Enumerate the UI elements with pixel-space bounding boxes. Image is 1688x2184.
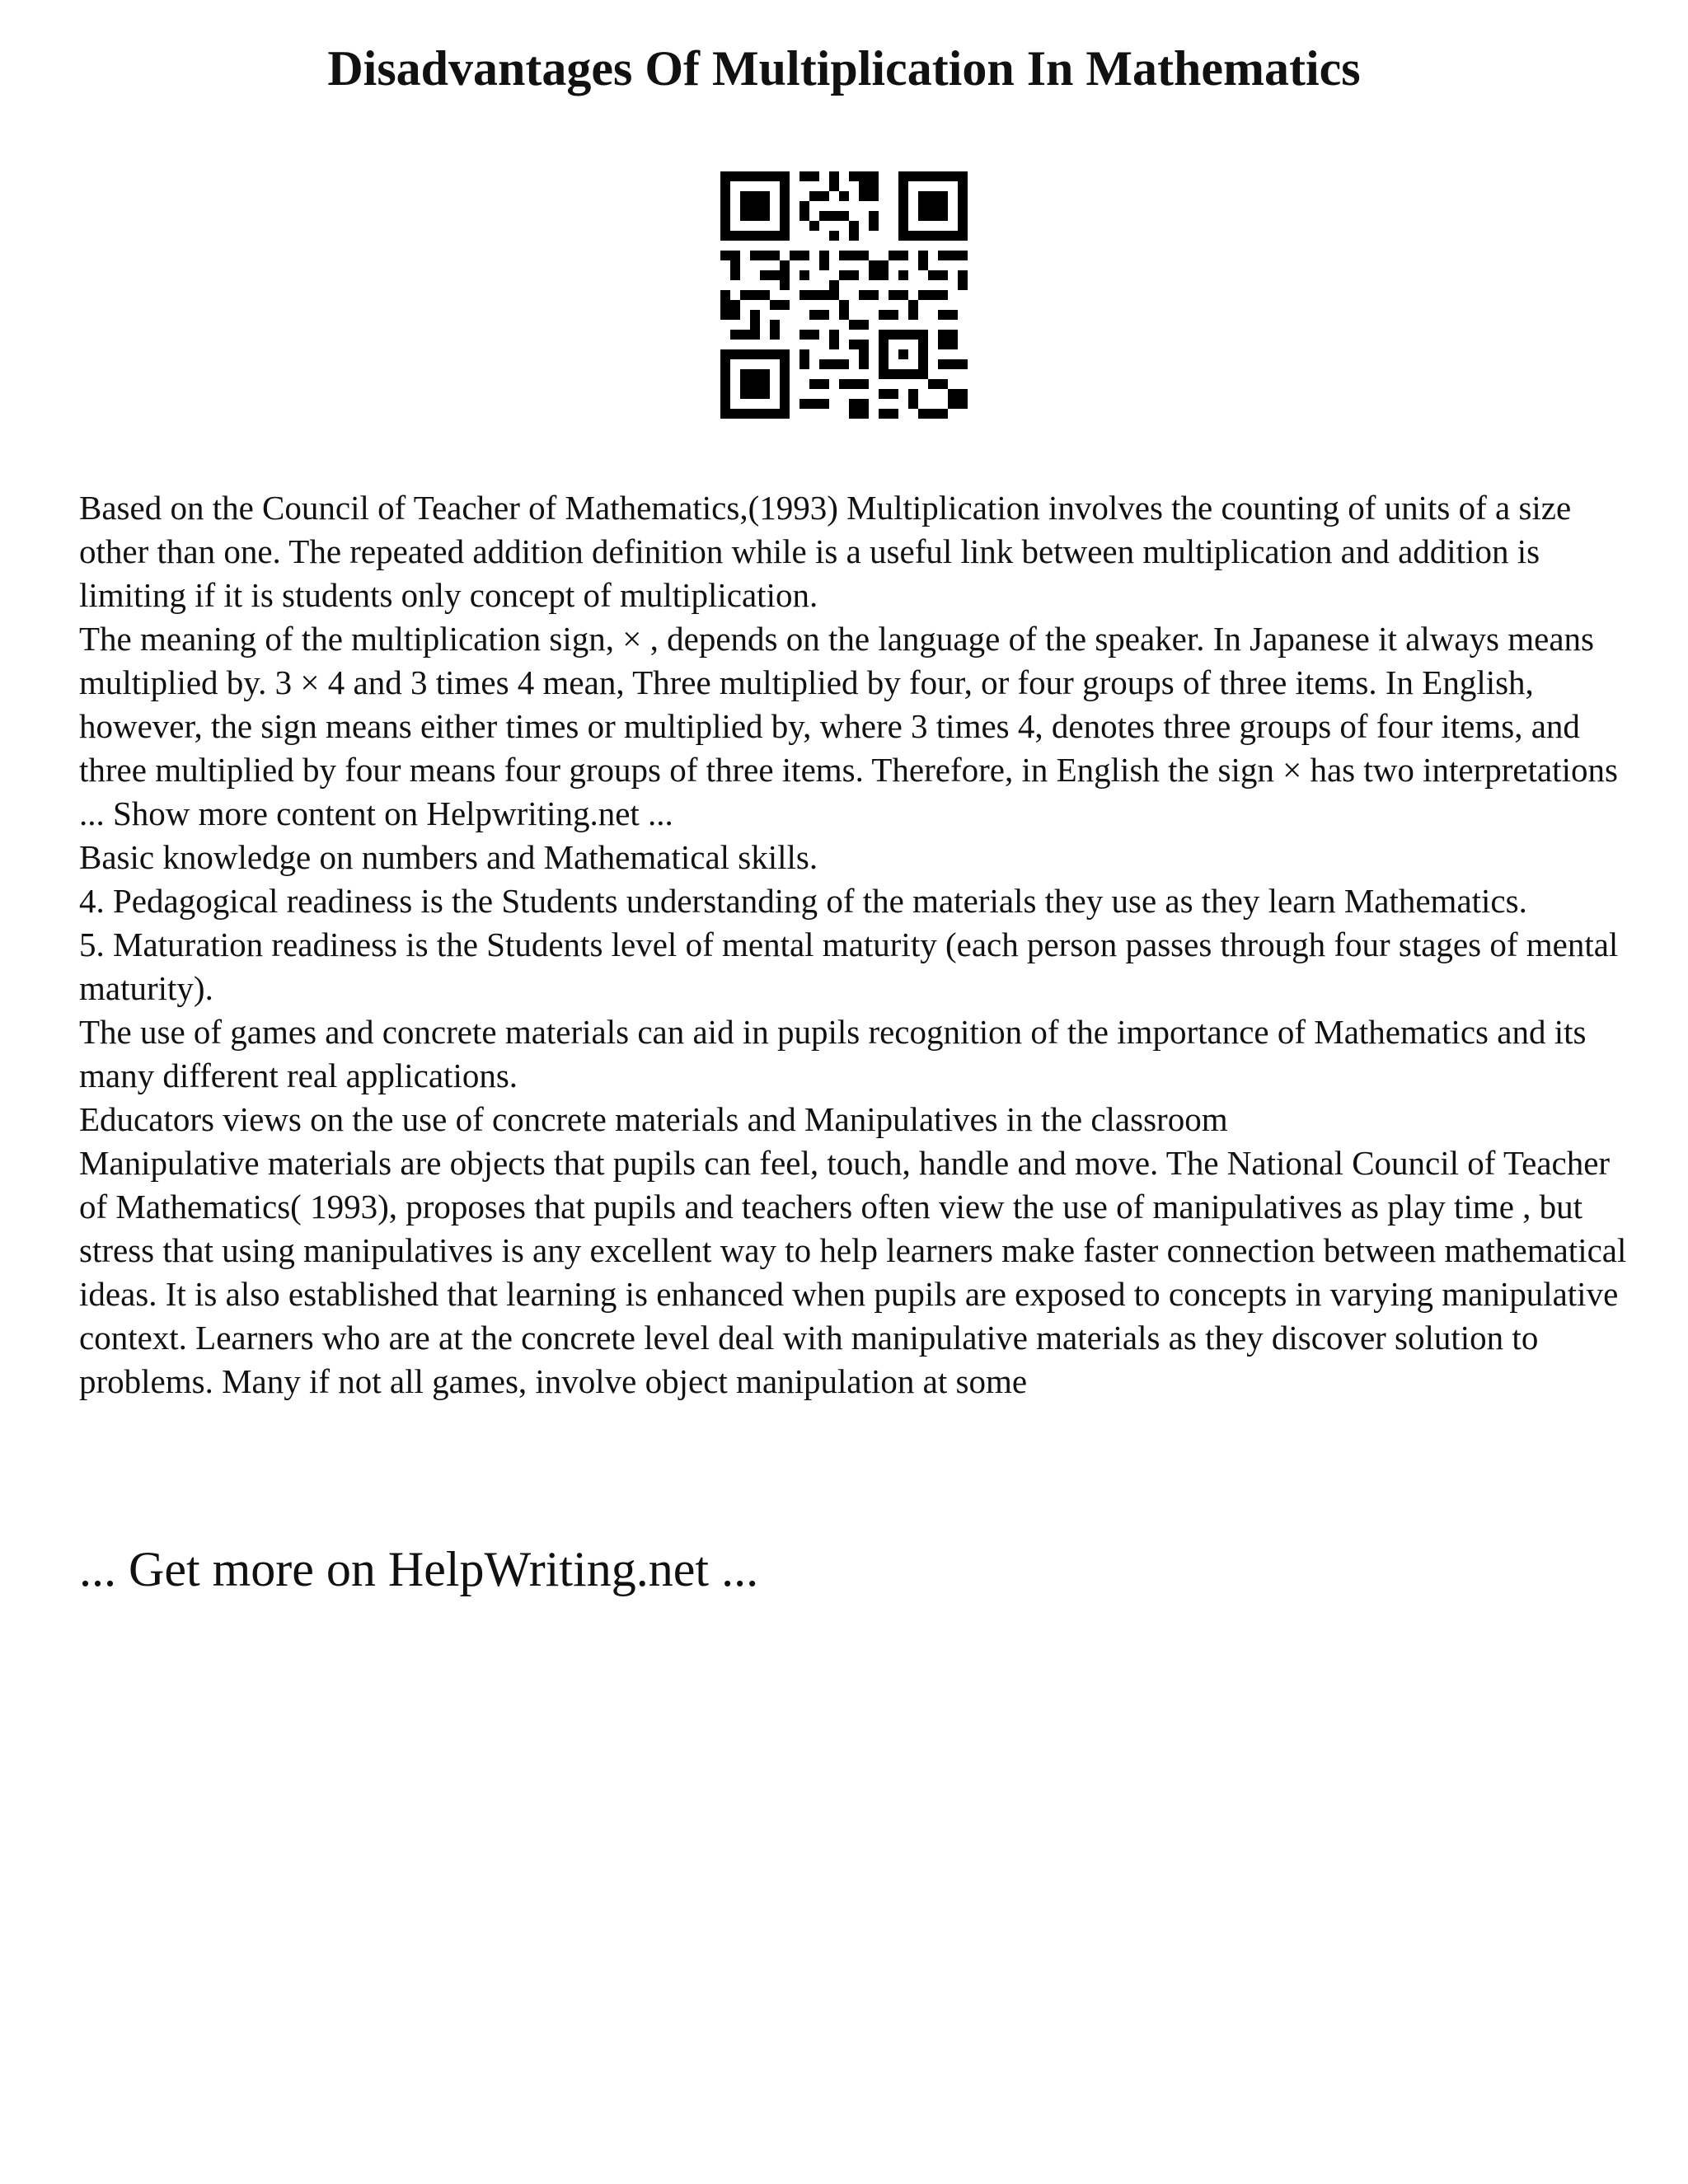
qr-code-icon — [720, 171, 968, 419]
paragraph: 5. Maturation readiness is the Students level of mental maturity (each person passes through four stages of mental maturity). — [79, 926, 1627, 1007]
paragraph: The use of games and concrete materials can aid in pupils recognition of the importance of Mathematics and its many different real applications. — [79, 1013, 1595, 1094]
paragraph: Basic knowledge on numbers and Mathematical skills. — [79, 838, 818, 876]
qr-code[interactable] — [720, 171, 968, 419]
get-more-link[interactable]: ... Get more on HelpWriting.net ... — [79, 1542, 759, 1596]
paragraph: Manipulative materials are objects that pupils can feel, touch, handle and move. The National Council of Teacher of Mathematics( 1993), proposes that pupils and teachers often view the use of manipulatives as play time , but stress that using manipulatives is any excellent way to help learners make faster connection between mathematical ideas. It is also established that learning is enhanced when pupils are exposed to concepts in varying manipulative context. Learners who are at the concrete level deal with manipulative materials as they discover solution to problems. Many if not all games, involve object manipulation at some — [79, 1144, 1635, 1400]
paragraph: 4. Pedagogical readiness is the Students understanding of the materials they use as they learn Mathematics. — [79, 882, 1527, 920]
paragraph: The meaning of the multiplication sign, × , depends on the language of the speaker. In Japanese it always means multiplied by. 3 × 4 and 3 times 4 mean, Three multiplied by four, or four groups of three items. In English, however, the sign means either times or multiplied by, where 3 times 4, denotes three groups of four items, and three multiplied by four means four groups of three items. Therefore, in English the sign × has two interpretations ... Show more content on Helpwriting.net ... — [79, 620, 1627, 832]
paragraph: Based on the Council of Teacher of Mathematics,(1993) Multiplication involves the counting of units of a size other than one. The repeated addition definition while is a useful link between multiplication and addition is limiting if it is students only concept of multiplication. — [79, 489, 1580, 614]
paragraph: Educators views on the use of concrete materials and Manipulatives in the classroom — [79, 1100, 1228, 1138]
article-body — [79, 486, 1635, 1404]
page-title: Disadvantages Of Multiplication In Mathematics — [327, 41, 1361, 96]
